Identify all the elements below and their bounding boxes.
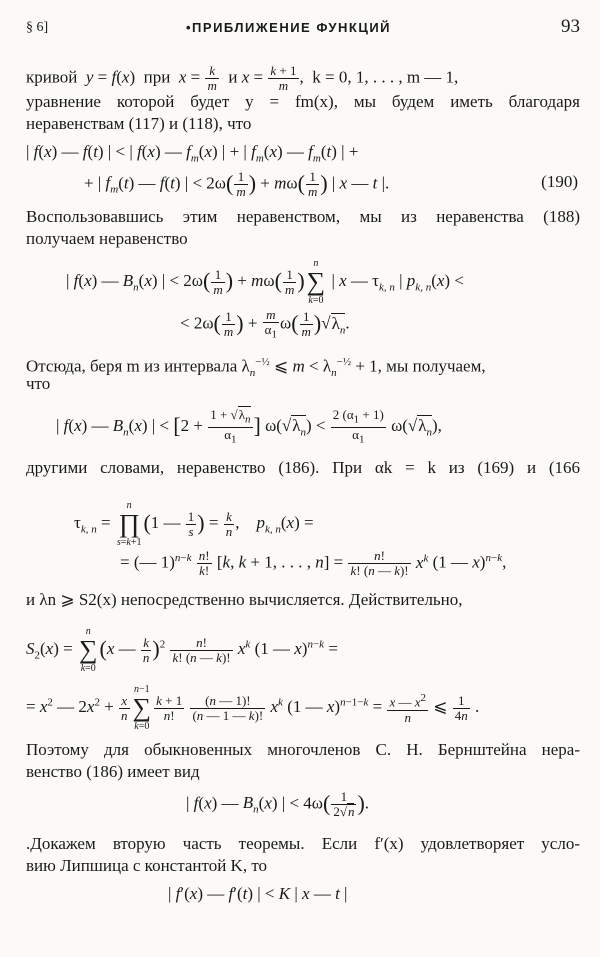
equation-190-line1: | f(x) — f(t) | < | f(x) — $f_m(x)$ | + | $f_m(x)$ — $f_m(t)$ | + (26, 142, 359, 165)
section-label: § 6] (26, 20, 49, 35)
equation-line: = (— 1)$^{n-k}$ $\frac{n!}{k!}$ [k, k + 1, . . . , n] = $\frac{n!}{k! (n — k)!}$ $x^k$ (1 — x)$^{n-k}$, (120, 548, 507, 579)
text-line: вию Липшица с константой K, то (26, 856, 268, 875)
equation-line: | f(x) — $B_n(x)$ | < [2 + $\frac{1 + √\lambda_n}{\alpha_1}$ ] $\omega(√\lambda_n)$ < $\frac{2 (\alpha_1 + 1)}{\alpha_1}$ $\omega(√\lambda_n)$, (56, 407, 442, 446)
equation-line: < 2ω( $\frac{1}{m}$ ) + $\frac{m}{\alpha_1}$ ω( $\frac{1}{m}$ )$√\lambda_n$. (180, 307, 350, 341)
text-line: Воспользовавшись этим неравенством, мы из неравенства (188) (26, 207, 580, 226)
text-line: Отсюда, беря m из интервала $\lambda_n^{-\frac{1}{2}}$ ⩽ $m < \lambda_n^{-\frac{1}{2}} + 1$, мы получаем, (26, 356, 486, 380)
equation-line: = $x^2$ — $2x^2$ + $\frac{x}{n}$ n−1 ∑ k=0 $\frac{k + 1}{n!}$ $\frac{(n — 1)!}{(n — 1 — k)!}$ $x^k$ (1 — x)$^{n-1-k}$ = $\frac{x — x^2}{n}$ ⩽ $\frac{1}{4n}$ . (26, 684, 480, 732)
equation-line: | f′(x) — f′(t) | < K | x — t | (168, 884, 348, 903)
text-line: уравнение которой будет y = fm(x), мы будем иметь благодаря (26, 92, 580, 111)
text-line: и λn ⩾ S2(x) непосредственно вычисляется. Действительно, (26, 590, 463, 609)
equation-line: $S_2(x)$ = n ∑ k=0 (x — $\frac{k}{n}$ )$^2$ $\frac{n!}{k! (n — k)!}$ $x^k$ (1 — x)$^{n-k}$ = (26, 626, 338, 674)
text-line: что (26, 374, 51, 393)
equation-line: | f(x) — $B_n(x)$ | < 2ω( $\frac{1}{m}$ ) + mω( $\frac{1}{m}$ ) n ∑ k=0 | x — $\tau_{k, n}$ | $p_{k, n}(x)$ < (66, 258, 464, 306)
page-header (26, 16, 580, 40)
text-line: неравенствам (117) и (118), что (26, 114, 252, 133)
text-line: кривой y = f(x) при x = $\frac{k}{m}$ и x = $\frac{k + 1}{m}$ , k = 0, 1, . . . , m — 1, (26, 63, 459, 93)
text-line: получаем неравенство (26, 229, 188, 248)
text-line: Поэтому для обыкновенных многочленов С. Н. Бернштейна нера- (26, 740, 580, 759)
running-title: •ПРИБЛИЖЕНИЕ ФУНКЦИЙ (186, 20, 392, 35)
equation-line: | f(x) — $B_n(x)$ | < 4ω( $\frac{1}{2√n}$ ). (186, 789, 370, 819)
text-line: другими словами, неравенство (186). При αk = k из (169) и (166 (26, 458, 580, 477)
text-line: венство (186) имеет вид (26, 762, 200, 781)
equation-number: (190) (541, 172, 578, 191)
equation-190-line2: + | $f_m(t)$ — f(t) | < 2ω( $\frac{1}{m}$ ) + mω( $\frac{1}{m}$ ) | x — t |. (84, 169, 390, 199)
equation-line: $\tau_{k, n}$ = n ∏ s=k+1 (1 — $\frac{1}{s}$ ) = $\frac{k}{n}$ , $p_{k, n}(x)$ = (74, 500, 314, 548)
text-line: .Докажем вторую часть теоремы. Если f′(x) удовлетворяет усло- (26, 834, 580, 853)
page-number: 93 (561, 16, 580, 37)
